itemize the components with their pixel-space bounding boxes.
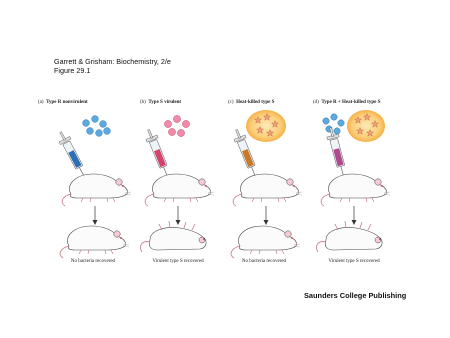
mouse-dead-icon	[316, 221, 382, 252]
panel-d-title: Type R + Heat-killed type S	[321, 100, 381, 105]
panel-b-result: Virulent type S recovered	[152, 259, 204, 264]
panel-c-result: No bacteria recovered	[241, 259, 287, 264]
heat-killed-cells-cluster	[246, 110, 286, 142]
panel-a-result: No bacteria recovered	[70, 259, 116, 264]
panel-a-title: Type R nonvirulent	[46, 100, 88, 105]
panel-d-result: Virulent type S recovered	[328, 259, 380, 264]
mouse-alive-icon	[231, 226, 300, 258]
panel-a-letter: (a)	[38, 100, 44, 105]
mouse-alive-icon	[321, 174, 390, 206]
type-r-cells-cluster	[323, 114, 344, 134]
mouse-alive-icon	[233, 174, 302, 206]
mouse-dead-icon	[140, 221, 206, 252]
panel-d-letter: (d)	[313, 100, 319, 105]
panel-c-letter: (c)	[228, 100, 234, 105]
arrow-down-icon	[176, 206, 181, 225]
arrow-down-icon	[93, 206, 98, 225]
type-r-cells-cluster	[83, 116, 111, 137]
figure-number: Figure 29.1	[54, 66, 91, 75]
panel-b-letter: (b)	[140, 100, 146, 105]
arrow-down-icon	[352, 206, 357, 225]
mouse-alive-icon	[60, 226, 129, 258]
heat-killed-cells-cluster	[347, 110, 385, 142]
figure-title: Garrett & Grisham: Biochemistry, 2/e	[54, 57, 171, 66]
mouse-alive-icon	[145, 174, 214, 206]
type-s-cells-cluster	[164, 115, 189, 136]
panel-c-title: Heat-killed type S	[236, 100, 275, 105]
arrow-down-icon	[264, 206, 269, 225]
publisher-credit: Saunders College Publishing	[304, 291, 407, 300]
mouse-alive-icon	[62, 174, 131, 206]
panel-b-title: Type S virulent	[148, 100, 182, 105]
